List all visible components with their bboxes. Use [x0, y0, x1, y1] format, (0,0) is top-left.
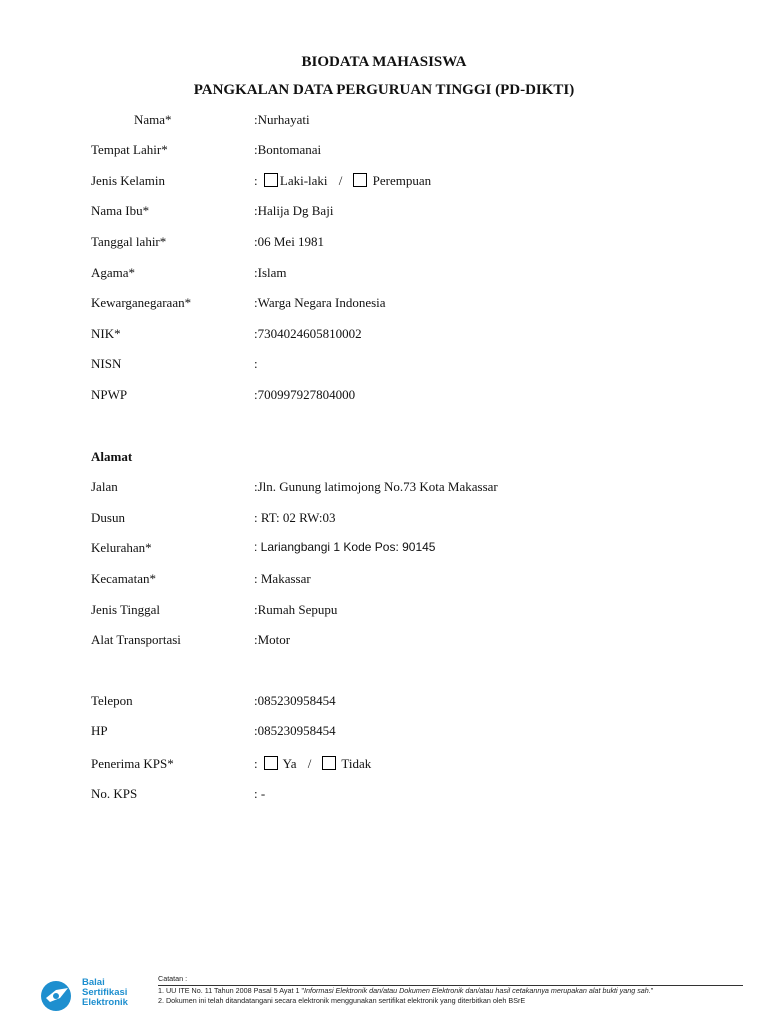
value-nisn: : — [254, 356, 258, 371]
logo-text — [82, 978, 128, 1008]
checkbox-laki-laki[interactable] — [264, 173, 278, 187]
note-line-1 — [158, 986, 743, 996]
label-agama: Agama* — [91, 265, 136, 280]
label-alat-transportasi: Alat Transportasi — [91, 632, 181, 647]
document-title: BIODATA MAHASISWA — [301, 54, 467, 70]
row-tanggal-lahir — [0, 234, 768, 254]
checkbox-perempuan[interactable] — [353, 173, 367, 187]
option-separator: / — [338, 173, 343, 188]
row-kewarganegaraan — [0, 295, 768, 315]
value-no-kps: : - — [254, 786, 266, 801]
label-jenis-kelamin: Jenis Kelamin — [91, 173, 166, 188]
label-tanggal-lahir: Tanggal lahir* — [91, 234, 167, 249]
document-subtitle: PANGKALAN DATA PERGURUAN TINGGI (PD-DIKTI) — [193, 82, 575, 98]
note1-suffix: " — [650, 986, 654, 995]
label-nik: NIK* — [91, 326, 121, 341]
option-ya: Ya — [282, 756, 297, 771]
row-kecamatan — [0, 571, 768, 591]
label-nama-ibu: Nama Ibu* — [91, 203, 150, 218]
colon: : — [254, 173, 258, 188]
label-hp: HP — [91, 723, 108, 738]
checkbox-tidak[interactable] — [322, 756, 336, 770]
row-jenis-kelamin — [0, 173, 768, 193]
row-dusun — [0, 510, 768, 530]
label-kecamatan: Kecamatan* — [91, 571, 156, 586]
colon: : — [254, 756, 258, 771]
option-tidak: Tidak — [341, 756, 372, 771]
value-dusun: : RT: 02 RW:03 — [254, 510, 336, 525]
label-nama: Nama* — [134, 112, 172, 127]
value-tanggal-lahir: :06 Mei 1981 — [254, 234, 325, 249]
label-jenis-tinggal: Jenis Tinggal — [91, 602, 160, 617]
value-jenis-kelamin — [254, 173, 431, 189]
logo-line-3: Elektronik — [82, 997, 128, 1008]
label-tempat-lahir: Tempat Lahir* — [91, 142, 168, 157]
checkbox-ya[interactable] — [264, 756, 278, 770]
row-kelurahan — [0, 540, 768, 560]
value-jenis-tinggal: :Rumah Sepupu — [254, 602, 338, 617]
value-kecamatan: : Makassar — [254, 571, 311, 586]
value-kewarganegaraan: :Warga Negara Indonesia — [254, 295, 386, 310]
value-tempat-lahir: :Bontomanai — [254, 142, 322, 157]
value-telepon: :085230958454 — [254, 693, 336, 708]
option-separator: / — [307, 756, 312, 771]
option-perempuan: Perempuan — [372, 173, 432, 188]
bsre-logo — [38, 978, 158, 1014]
row-nisn — [0, 356, 768, 376]
section-heading-alamat: Alamat — [91, 449, 133, 464]
label-nisn: NISN — [91, 356, 122, 371]
value-nama-ibu: :Halija Dg Baji — [254, 203, 334, 218]
label-dusun: Dusun — [91, 510, 125, 525]
row-jalan — [0, 479, 768, 499]
row-nama — [0, 112, 768, 132]
option-laki-laki: Laki-laki — [279, 173, 328, 188]
value-hp: :085230958454 — [254, 723, 336, 738]
row-hp — [0, 723, 768, 743]
row-no-kps — [0, 786, 768, 806]
value-jalan: :Jln. Gunung latimojong No.73 Kota Makassar — [254, 479, 498, 494]
note1-quote: Informasi Elektronik dan/atau Dokumen Elektronik dan/atau hasil cetakannya merupakan alat bukti yang sah. — [304, 986, 651, 995]
label-jalan: Jalan — [91, 479, 118, 494]
note-heading: Catatan : — [158, 974, 743, 986]
footer-note — [158, 974, 743, 1006]
label-npwp: NPWP — [91, 387, 128, 402]
value-npwp: :700997927804000 — [254, 387, 356, 402]
value-nama: :Nurhayati — [254, 112, 310, 127]
value-agama: :Islam — [254, 265, 287, 280]
bsre-emblem-icon — [38, 978, 78, 1014]
row-penerima-kps — [0, 756, 768, 776]
label-kewarganegaraan: Kewarganegaraan* — [91, 295, 192, 310]
note1-prefix: 1. UU ITE No. 11 Tahun 2008 Pasal 5 Ayat 1 " — [158, 986, 304, 995]
logo-line-2: Sertifikasi — [82, 987, 128, 998]
label-kelurahan: Kelurahan* — [91, 540, 152, 555]
row-jenis-tinggal — [0, 602, 768, 622]
row-nik — [0, 326, 768, 346]
logo-line-1: Balai — [82, 977, 105, 988]
row-npwp — [0, 387, 768, 407]
label-telepon: Telepon — [91, 693, 133, 708]
note-line-2: 2. Dokumen ini telah ditandatangani secara elektronik menggunakan sertifikat elektronik yang diterbitkan oleh BSrE — [158, 996, 526, 1005]
value-penerima-kps — [254, 756, 371, 772]
value-nik: :7304024605810002 — [254, 326, 362, 341]
label-penerima-kps: Penerima KPS* — [91, 756, 174, 771]
value-alat-transportasi: :Motor — [254, 632, 291, 647]
row-nama-ibu — [0, 203, 768, 223]
value-kelurahan: : Lariangbangi 1 Kode Pos: 90145 — [254, 540, 436, 554]
row-alat-transportasi — [0, 632, 768, 652]
row-tempat-lahir — [0, 142, 768, 162]
row-telepon — [0, 693, 768, 713]
row-alamat-heading — [0, 449, 768, 469]
footer — [0, 970, 768, 1024]
label-no-kps: No. KPS — [91, 786, 138, 801]
row-agama — [0, 265, 768, 285]
